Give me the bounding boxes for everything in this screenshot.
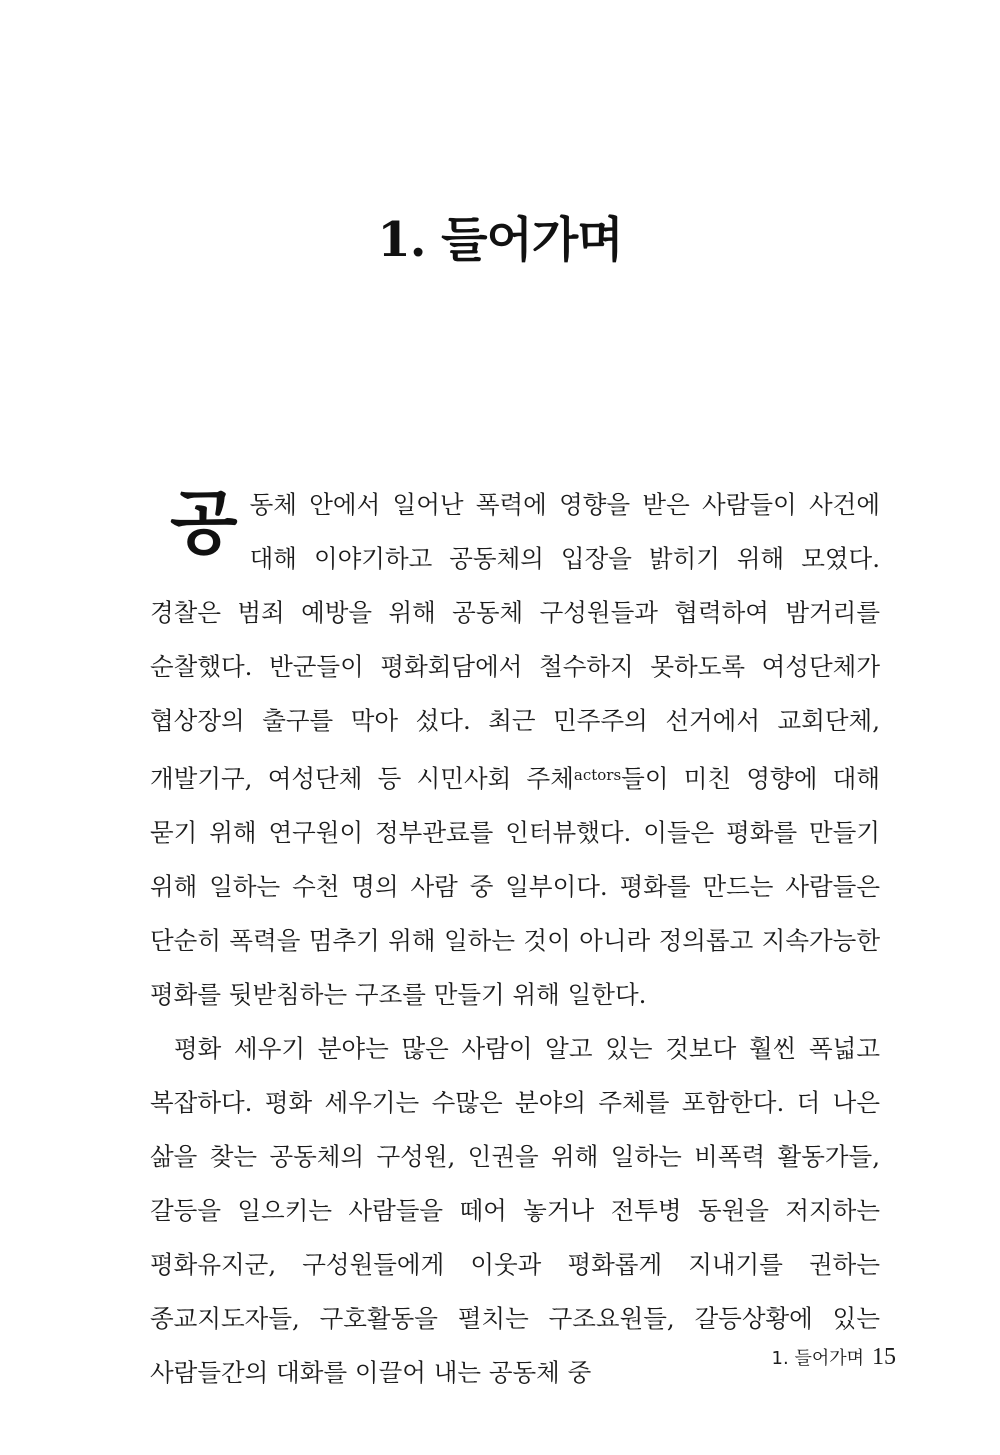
footer-chapter-title: 1. 들어가며: [771, 1348, 864, 1369]
running-footer: [772, 1342, 896, 1374]
drop-cap: 공: [170, 482, 238, 564]
paragraph-1: [150, 478, 880, 1022]
chapter-title: 1. 들어가며: [377, 212, 623, 269]
paragraph-1-text-end: 들이 미친 영향에 대해 묻기 위해 연구원이 정부관료를 인터뷰했다. 이들은 평화를 만들기 위해 일하는 수천 명의 사람 중 일부이다. 평화를 만드는 사람들은 단순히 폭력을 멈추기 위해 일하는 것이 아니라 정의롭고 지속가능한 평화를 뒷받침하는 구조를 만들기 위해 일한다.: [150, 764, 880, 1009]
paragraph-2: 평화 세우기 분야는 많은 사람이 알고 있는 것보다 훨씬 폭넓고 복잡하다. 평화 세우기는 수많은 분야의 주체를 포함한다. 더 나은 삶을 찾는 공동체의 구성원, 인권을 위해 일하는 비폭력 활동가들, 갈등을 일으키는 사람들을 떼어 놓거나 전투병 동원을 저지하는 평화유지군, 구성원들에게 이웃과 평화롭게 지내기를 권하는 종교지도자들, 구호활동을 펼치는 구조요원들, 갈등상황에 있는 사람들간의 대화를 이끌어 내는 공동체 중: [150, 1034, 880, 1387]
page-number: 15: [872, 1344, 896, 1370]
body-text: [150, 478, 880, 1400]
paragraph-1-text-start: 동체 안에서 일어난 폭력에 영향을 받은 사람들이 사건에 대해 이야기하고 공동체의 입장을 밝히기 위해 모였다. 경찰은 범죄 예방을 위해 공동체 구성원들과 협력하여 밤거리를 순찰했다. 반군들이 평화회담에서 철수하지 못하도록 여성단체가 협상장의 출구를 막아 섰다. 최근 민주주의 선거에서 교회단체, 개발기구, 여성단체 등 시민사회 주체: [150, 490, 880, 793]
english-term-superscript: actors: [573, 766, 622, 784]
